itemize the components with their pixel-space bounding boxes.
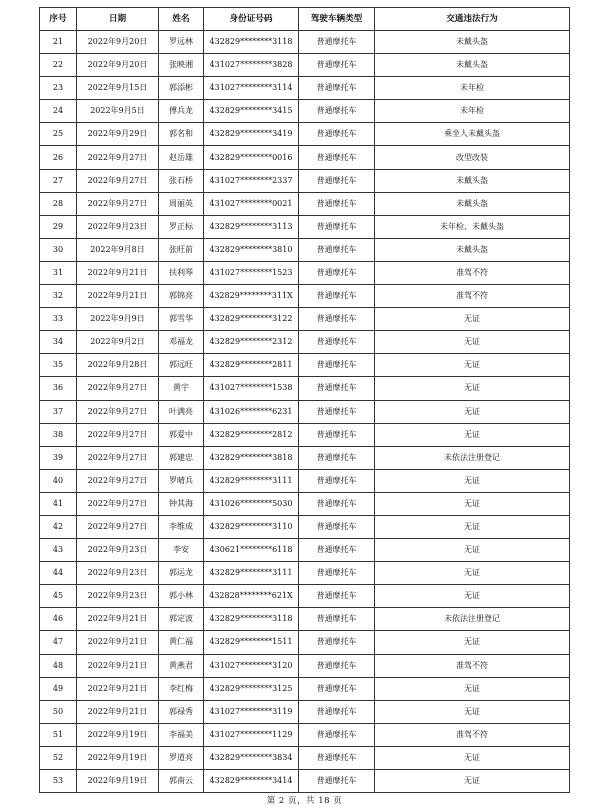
cell-date: 2022年9月27日 [77, 377, 159, 400]
table-row [40, 608, 570, 631]
cell-date: 2022年9月9日 [77, 308, 159, 331]
table-row [40, 77, 570, 100]
table-row [40, 515, 570, 538]
cell-name: 郭爱中 [159, 423, 204, 446]
cell-index: 22 [40, 54, 77, 77]
table-row [40, 654, 570, 677]
table-row [40, 700, 570, 723]
cell-index: 31 [40, 261, 77, 284]
cell-violation: 无证 [375, 700, 570, 723]
table-row [40, 100, 570, 123]
cell-date: 2022年9月27日 [77, 423, 159, 446]
cell-name: 赵岳雄 [159, 146, 204, 169]
cell-vehicle-type: 普通摩托车 [299, 54, 375, 77]
cell-name: 李红梅 [159, 677, 204, 700]
cell-index: 39 [40, 446, 77, 469]
table-row [40, 469, 570, 492]
cell-vehicle-type: 普通摩托车 [299, 608, 375, 631]
cell-violation: 无证 [375, 492, 570, 515]
cell-index: 25 [40, 123, 77, 146]
cell-date: 2022年9月27日 [77, 400, 159, 423]
cell-violation: 无证 [375, 515, 570, 538]
cell-index: 35 [40, 354, 77, 377]
cell-name: 郭小林 [159, 585, 204, 608]
cell-name: 李安 [159, 539, 204, 562]
cell-name: 罗道亮 [159, 746, 204, 769]
cell-id-number: 432829********3818 [204, 446, 299, 469]
cell-vehicle-type: 普通摩托车 [299, 215, 375, 238]
cell-date: 2022年9月27日 [77, 169, 159, 192]
cell-date: 2022年9月28日 [77, 354, 159, 377]
cell-date: 2022年9月21日 [77, 654, 159, 677]
cell-index: 53 [40, 770, 77, 793]
cell-violation: 无证 [375, 631, 570, 654]
cell-date: 2022年9月20日 [77, 31, 159, 54]
table-row [40, 585, 570, 608]
cell-id-number: 431027********2337 [204, 169, 299, 192]
table-header-row [40, 8, 570, 31]
cell-index: 29 [40, 215, 77, 238]
cell-vehicle-type: 普通摩托车 [299, 654, 375, 677]
cell-vehicle-type: 普通摩托车 [299, 400, 375, 423]
cell-id-number: 432829********2811 [204, 354, 299, 377]
cell-index: 34 [40, 331, 77, 354]
table-row [40, 723, 570, 746]
cell-name: 张石桥 [159, 169, 204, 192]
cell-vehicle-type: 普通摩托车 [299, 770, 375, 793]
cell-vehicle-type: 普通摩托车 [299, 446, 375, 469]
cell-name: 郭远旺 [159, 354, 204, 377]
cell-violation: 无证 [375, 400, 570, 423]
cell-vehicle-type: 普通摩托车 [299, 539, 375, 562]
cell-id-number: 432829********3111 [204, 469, 299, 492]
cell-name: 邓福龙 [159, 331, 204, 354]
cell-name: 罗晴兵 [159, 469, 204, 492]
cell-vehicle-type: 普通摩托车 [299, 331, 375, 354]
cell-id-number: 431027********1538 [204, 377, 299, 400]
cell-id-number: 431027********3120 [204, 654, 299, 677]
cell-date: 2022年9月29日 [77, 123, 159, 146]
header-violation: 交通违法行为 [375, 8, 570, 31]
cell-violation: 未依法注册登记 [375, 446, 570, 469]
cell-index: 30 [40, 238, 77, 261]
cell-vehicle-type: 普通摩托车 [299, 169, 375, 192]
cell-index: 33 [40, 308, 77, 331]
cell-index: 47 [40, 631, 77, 654]
cell-violation: 改型改装 [375, 146, 570, 169]
cell-id-number: 432829********3414 [204, 770, 299, 793]
table-row [40, 377, 570, 400]
cell-vehicle-type: 普通摩托车 [299, 238, 375, 261]
cell-date: 2022年9月5日 [77, 100, 159, 123]
cell-index: 23 [40, 77, 77, 100]
cell-violation: 准驾不符 [375, 261, 570, 284]
cell-vehicle-type: 普通摩托车 [299, 677, 375, 700]
cell-vehicle-type: 普通摩托车 [299, 585, 375, 608]
cell-date: 2022年9月19日 [77, 770, 159, 793]
cell-name: 钟其海 [159, 492, 204, 515]
cell-id-number: 431027********3119 [204, 700, 299, 723]
cell-id-number: 431026********5030 [204, 492, 299, 515]
table-row [40, 492, 570, 515]
cell-id-number: 431027********0021 [204, 192, 299, 215]
cell-name: 扶利琴 [159, 261, 204, 284]
cell-name: 张映湘 [159, 54, 204, 77]
cell-id-number: 432829********3419 [204, 123, 299, 146]
cell-id-number: 432829********3122 [204, 308, 299, 331]
cell-violation: 无证 [375, 377, 570, 400]
cell-violation: 无证 [375, 746, 570, 769]
cell-violation: 无证 [375, 562, 570, 585]
header-index: 序号 [40, 8, 77, 31]
cell-index: 48 [40, 654, 77, 677]
cell-date: 2022年9月21日 [77, 608, 159, 631]
cell-index: 40 [40, 469, 77, 492]
table-row [40, 331, 570, 354]
cell-violation: 无证 [375, 308, 570, 331]
cell-id-number: 432829********3118 [204, 608, 299, 631]
cell-date: 2022年9月21日 [77, 285, 159, 308]
cell-name: 郭运龙 [159, 562, 204, 585]
cell-name: 郭添彬 [159, 77, 204, 100]
table-row [40, 146, 570, 169]
cell-violation: 无证 [375, 423, 570, 446]
cell-name: 傅兵龙 [159, 100, 204, 123]
cell-vehicle-type: 普通摩托车 [299, 492, 375, 515]
table-row [40, 631, 570, 654]
cell-index: 49 [40, 677, 77, 700]
cell-index: 32 [40, 285, 77, 308]
table-row [40, 562, 570, 585]
table-row [40, 169, 570, 192]
cell-id-number: 432829********3110 [204, 515, 299, 538]
cell-id-number: 432829********3415 [204, 100, 299, 123]
cell-vehicle-type: 普通摩托车 [299, 123, 375, 146]
cell-index: 28 [40, 192, 77, 215]
cell-index: 41 [40, 492, 77, 515]
header-id-number: 身份证号码 [204, 8, 299, 31]
cell-vehicle-type: 普通摩托车 [299, 469, 375, 492]
cell-name: 郭锦亮 [159, 285, 204, 308]
cell-violation: 准驾不符 [375, 723, 570, 746]
cell-date: 2022年9月2日 [77, 331, 159, 354]
cell-vehicle-type: 普通摩托车 [299, 723, 375, 746]
cell-name: 郭名和 [159, 123, 204, 146]
cell-violation: 未年检、未戴头盔 [375, 215, 570, 238]
cell-violation: 乘坐人未戴头盔 [375, 123, 570, 146]
cell-id-number: 431027********3114 [204, 77, 299, 100]
cell-date: 2022年9月27日 [77, 469, 159, 492]
cell-date: 2022年9月21日 [77, 631, 159, 654]
cell-violation: 无证 [375, 539, 570, 562]
cell-violation: 无证 [375, 677, 570, 700]
cell-vehicle-type: 普通摩托车 [299, 308, 375, 331]
cell-index: 21 [40, 31, 77, 54]
cell-date: 2022年9月27日 [77, 146, 159, 169]
cell-index: 36 [40, 377, 77, 400]
table-row [40, 746, 570, 769]
cell-name: 郭定波 [159, 608, 204, 631]
cell-id-number: 432829********3118 [204, 31, 299, 54]
table-row [40, 677, 570, 700]
cell-name: 郭禄秀 [159, 700, 204, 723]
cell-index: 50 [40, 700, 77, 723]
cell-id-number: 432829********0016 [204, 146, 299, 169]
cell-date: 2022年9月23日 [77, 539, 159, 562]
table-row [40, 770, 570, 793]
cell-date: 2022年9月19日 [77, 746, 159, 769]
cell-date: 2022年9月27日 [77, 492, 159, 515]
cell-violation: 准驾不符 [375, 654, 570, 677]
table-body [40, 31, 570, 793]
cell-id-number: 431026********6231 [204, 400, 299, 423]
table-row [40, 261, 570, 284]
cell-vehicle-type: 普通摩托车 [299, 192, 375, 215]
cell-vehicle-type: 普通摩托车 [299, 354, 375, 377]
table-row [40, 423, 570, 446]
cell-id-number: 432829********311X [204, 285, 299, 308]
header-date: 日期 [77, 8, 159, 31]
cell-violation: 未年检 [375, 100, 570, 123]
cell-date: 2022年9月27日 [77, 446, 159, 469]
table-row [40, 123, 570, 146]
table-row [40, 539, 570, 562]
cell-date: 2022年9月23日 [77, 585, 159, 608]
header-name: 姓名 [159, 8, 204, 31]
cell-name: 罗正标 [159, 215, 204, 238]
cell-name: 黄燕君 [159, 654, 204, 677]
page-footer: 第 2 页，共 18 页 [266, 796, 343, 806]
cell-name: 郭建忠 [159, 446, 204, 469]
cell-date: 2022年9月23日 [77, 215, 159, 238]
cell-violation: 无证 [375, 354, 570, 377]
cell-id-number: 432829********3834 [204, 746, 299, 769]
cell-index: 42 [40, 515, 77, 538]
cell-violation: 无证 [375, 469, 570, 492]
cell-vehicle-type: 普通摩托车 [299, 31, 375, 54]
cell-id-number: 431027********3828 [204, 54, 299, 77]
table-row [40, 238, 570, 261]
cell-index: 43 [40, 539, 77, 562]
cell-id-number: 430621********6118 [204, 539, 299, 562]
table-row [40, 400, 570, 423]
cell-violation: 未戴头盔 [375, 169, 570, 192]
cell-date: 2022年9月21日 [77, 261, 159, 284]
cell-id-number: 432829********3125 [204, 677, 299, 700]
table-row [40, 192, 570, 215]
cell-vehicle-type: 普通摩托车 [299, 631, 375, 654]
cell-vehicle-type: 普通摩托车 [299, 100, 375, 123]
cell-date: 2022年9月19日 [77, 723, 159, 746]
cell-vehicle-type: 普通摩托车 [299, 77, 375, 100]
cell-id-number: 432828********621X [204, 585, 299, 608]
cell-index: 38 [40, 423, 77, 446]
table-row [40, 308, 570, 331]
cell-id-number: 432829********3111 [204, 562, 299, 585]
cell-date: 2022年9月23日 [77, 562, 159, 585]
cell-name: 张旺前 [159, 238, 204, 261]
cell-vehicle-type: 普通摩托车 [299, 423, 375, 446]
cell-vehicle-type: 普通摩托车 [299, 285, 375, 308]
table-row [40, 215, 570, 238]
table-row [40, 31, 570, 54]
cell-name: 黄宇 [159, 377, 204, 400]
cell-violation: 准驾不符 [375, 285, 570, 308]
header-vehicle-type: 驾驶车辆类型 [299, 8, 375, 31]
cell-date: 2022年9月27日 [77, 515, 159, 538]
cell-id-number: 431027********1129 [204, 723, 299, 746]
cell-name: 郭南云 [159, 770, 204, 793]
cell-id-number: 432829********3113 [204, 215, 299, 238]
cell-vehicle-type: 普通摩托车 [299, 562, 375, 585]
cell-violation: 未戴头盔 [375, 54, 570, 77]
table-row [40, 354, 570, 377]
cell-index: 45 [40, 585, 77, 608]
cell-name: 周丽英 [159, 192, 204, 215]
cell-date: 2022年9月27日 [77, 192, 159, 215]
cell-name: 黄仁福 [159, 631, 204, 654]
cell-index: 46 [40, 608, 77, 631]
cell-index: 51 [40, 723, 77, 746]
cell-violation: 无证 [375, 585, 570, 608]
cell-id-number: 432829********2312 [204, 331, 299, 354]
cell-name: 郭雪华 [159, 308, 204, 331]
cell-index: 24 [40, 100, 77, 123]
cell-id-number: 432829********1511 [204, 631, 299, 654]
cell-index: 52 [40, 746, 77, 769]
cell-violation: 未戴头盔 [375, 238, 570, 261]
violation-table-container [39, 7, 570, 793]
cell-date: 2022年9月21日 [77, 700, 159, 723]
cell-name: 罗远林 [159, 31, 204, 54]
table-row [40, 285, 570, 308]
table-row [40, 54, 570, 77]
cell-date: 2022年9月20日 [77, 54, 159, 77]
cell-index: 26 [40, 146, 77, 169]
cell-index: 37 [40, 400, 77, 423]
cell-violation: 未戴头盔 [375, 192, 570, 215]
cell-date: 2022年9月8日 [77, 238, 159, 261]
cell-violation: 未年检 [375, 77, 570, 100]
cell-violation: 未依法注册登记 [375, 608, 570, 631]
cell-id-number: 431027********1523 [204, 261, 299, 284]
cell-index: 27 [40, 169, 77, 192]
cell-vehicle-type: 普通摩托车 [299, 515, 375, 538]
cell-vehicle-type: 普通摩托车 [299, 746, 375, 769]
table-row [40, 446, 570, 469]
cell-date: 2022年9月15日 [77, 77, 159, 100]
cell-date: 2022年9月21日 [77, 677, 159, 700]
violation-table [39, 7, 570, 793]
cell-violation: 无证 [375, 331, 570, 354]
cell-name: 李福美 [159, 723, 204, 746]
cell-index: 44 [40, 562, 77, 585]
cell-id-number: 432829********2812 [204, 423, 299, 446]
cell-violation: 无证 [375, 770, 570, 793]
cell-vehicle-type: 普通摩托车 [299, 700, 375, 723]
cell-id-number: 432829********3810 [204, 238, 299, 261]
cell-name: 叶满亮 [159, 400, 204, 423]
cell-vehicle-type: 普通摩托车 [299, 261, 375, 284]
cell-name: 李维成 [159, 515, 204, 538]
cell-vehicle-type: 普通摩托车 [299, 146, 375, 169]
cell-violation: 未戴头盔 [375, 31, 570, 54]
cell-vehicle-type: 普通摩托车 [299, 377, 375, 400]
